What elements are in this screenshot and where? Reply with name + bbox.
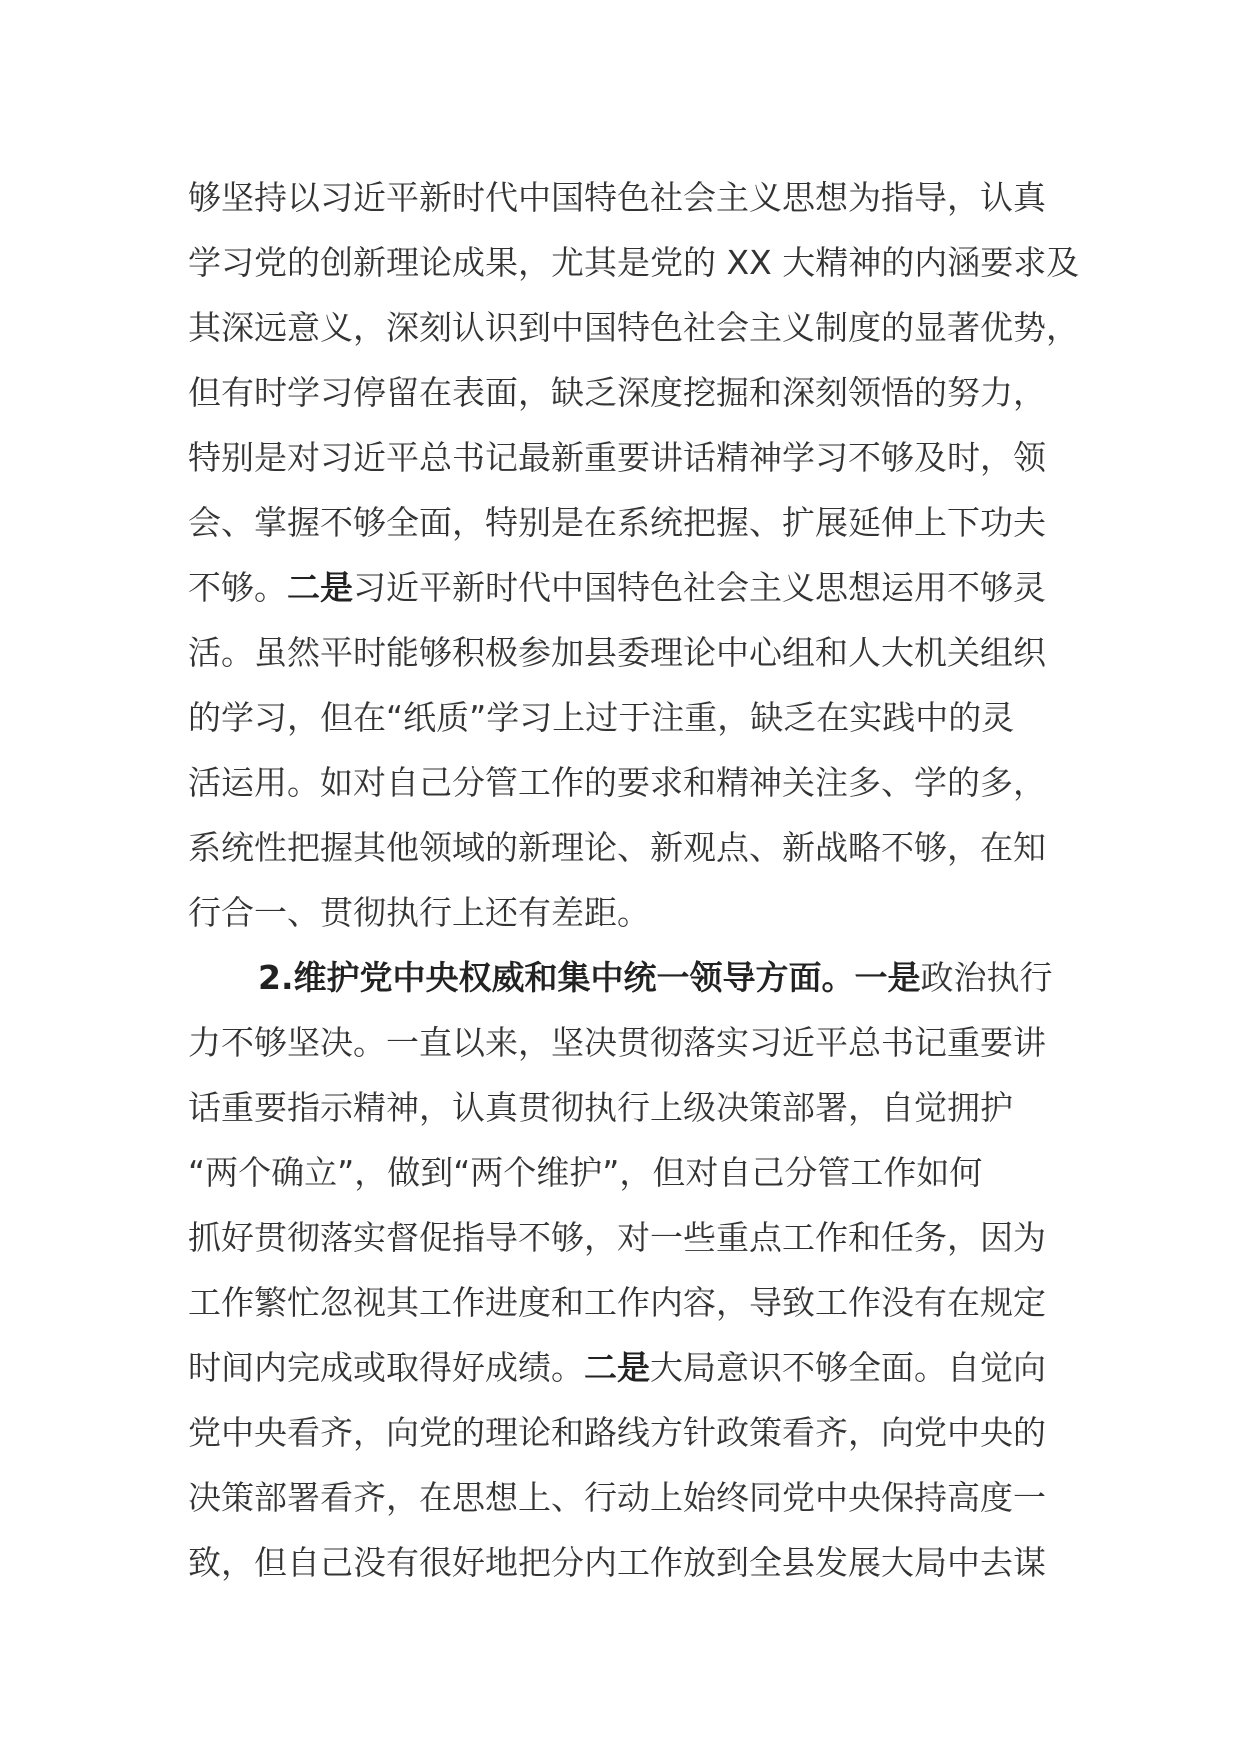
- text-line: 致，但自己没有很好地把分内工作放到全县发展大局中去谋: [188, 1543, 1046, 1582]
- text-line: 活。虽然平时能够积极参加县委理论中心组和人大机关组织: [188, 633, 1046, 672]
- text-line: 工作繁忙忽视其工作进度和工作内容，导致工作没有在规定: [188, 1283, 1046, 1322]
- text-segment: 时间内完成或取得好成绩。: [188, 1348, 584, 1387]
- text-line: 力不够坚决。一直以来，坚决贯彻落实习近平总书记重要讲: [188, 1023, 1046, 1062]
- bold-marker: 二是: [287, 568, 353, 607]
- bold-marker: 一是: [854, 958, 921, 997]
- paragraph-party-authority: [188, 945, 1068, 1595]
- text-line: [188, 1335, 1068, 1400]
- paragraph-theory-study: [188, 165, 1080, 945]
- bold-marker: 二是: [584, 1348, 650, 1387]
- text-line: 特别是对习近平总书记最新重要讲话精神学习不够及时，领: [188, 438, 1046, 477]
- text-line: 抓好贯彻落实督促指导不够，对一些重点工作和任务，因为: [188, 1218, 1046, 1257]
- text-segment: 习近平新时代中国特色社会主义思想运用不够灵: [353, 568, 1046, 607]
- text-line: 的学习，但在“纸质”学习上过于注重，缺乏在实践中的灵: [188, 698, 1015, 737]
- text-line: 够坚持以习近平新时代中国特色社会主义思想为指导，认真: [188, 178, 1046, 217]
- section-heading: 2.维护党中央权威和集中统一领导方面。: [258, 958, 855, 997]
- text-line: 党中央看齐，向党的理论和路线方针政策看齐，向党中央的: [188, 1413, 1046, 1452]
- text-segment: 不够。: [188, 568, 287, 607]
- text-line: 活运用。如对自己分管工作的要求和精神关注多、学的多，: [188, 763, 1046, 802]
- text-segment: 政治执行: [920, 958, 1053, 997]
- text-line: 行合一、贯彻执行上还有差距。: [188, 893, 650, 932]
- text-line: [188, 945, 1068, 1010]
- text-line: [188, 555, 1068, 620]
- text-line: 系统性把握其他领域的新理论、新观点、新战略不够，在知: [188, 828, 1046, 867]
- document-body: [188, 165, 1080, 1595]
- text-line: 但有时学习停留在表面，缺乏深度挖掘和深刻领悟的努力，: [188, 373, 1046, 412]
- text-line: 其深远意义，深刻认识到中国特色社会主义制度的显著优势，: [188, 308, 1079, 347]
- text-line: 会、掌握不够全面，特别是在系统把握、扩展延伸上下功夫: [188, 503, 1046, 542]
- text-line: 话重要指示精神，认真贯彻执行上级决策部署，自觉拥护: [188, 1088, 1013, 1127]
- text-line: “两个确立”，做到“两个维护”，但对自己分管工作如何: [188, 1153, 983, 1192]
- text-segment: 大局意识不够全面。自觉向: [650, 1348, 1046, 1387]
- text-line: 决策部署看齐，在思想上、行动上始终同党中央保持高度一: [188, 1478, 1046, 1517]
- text-line: 学习党的创新理论成果，尤其是党的 XX 大精神的内涵要求及: [188, 243, 1080, 282]
